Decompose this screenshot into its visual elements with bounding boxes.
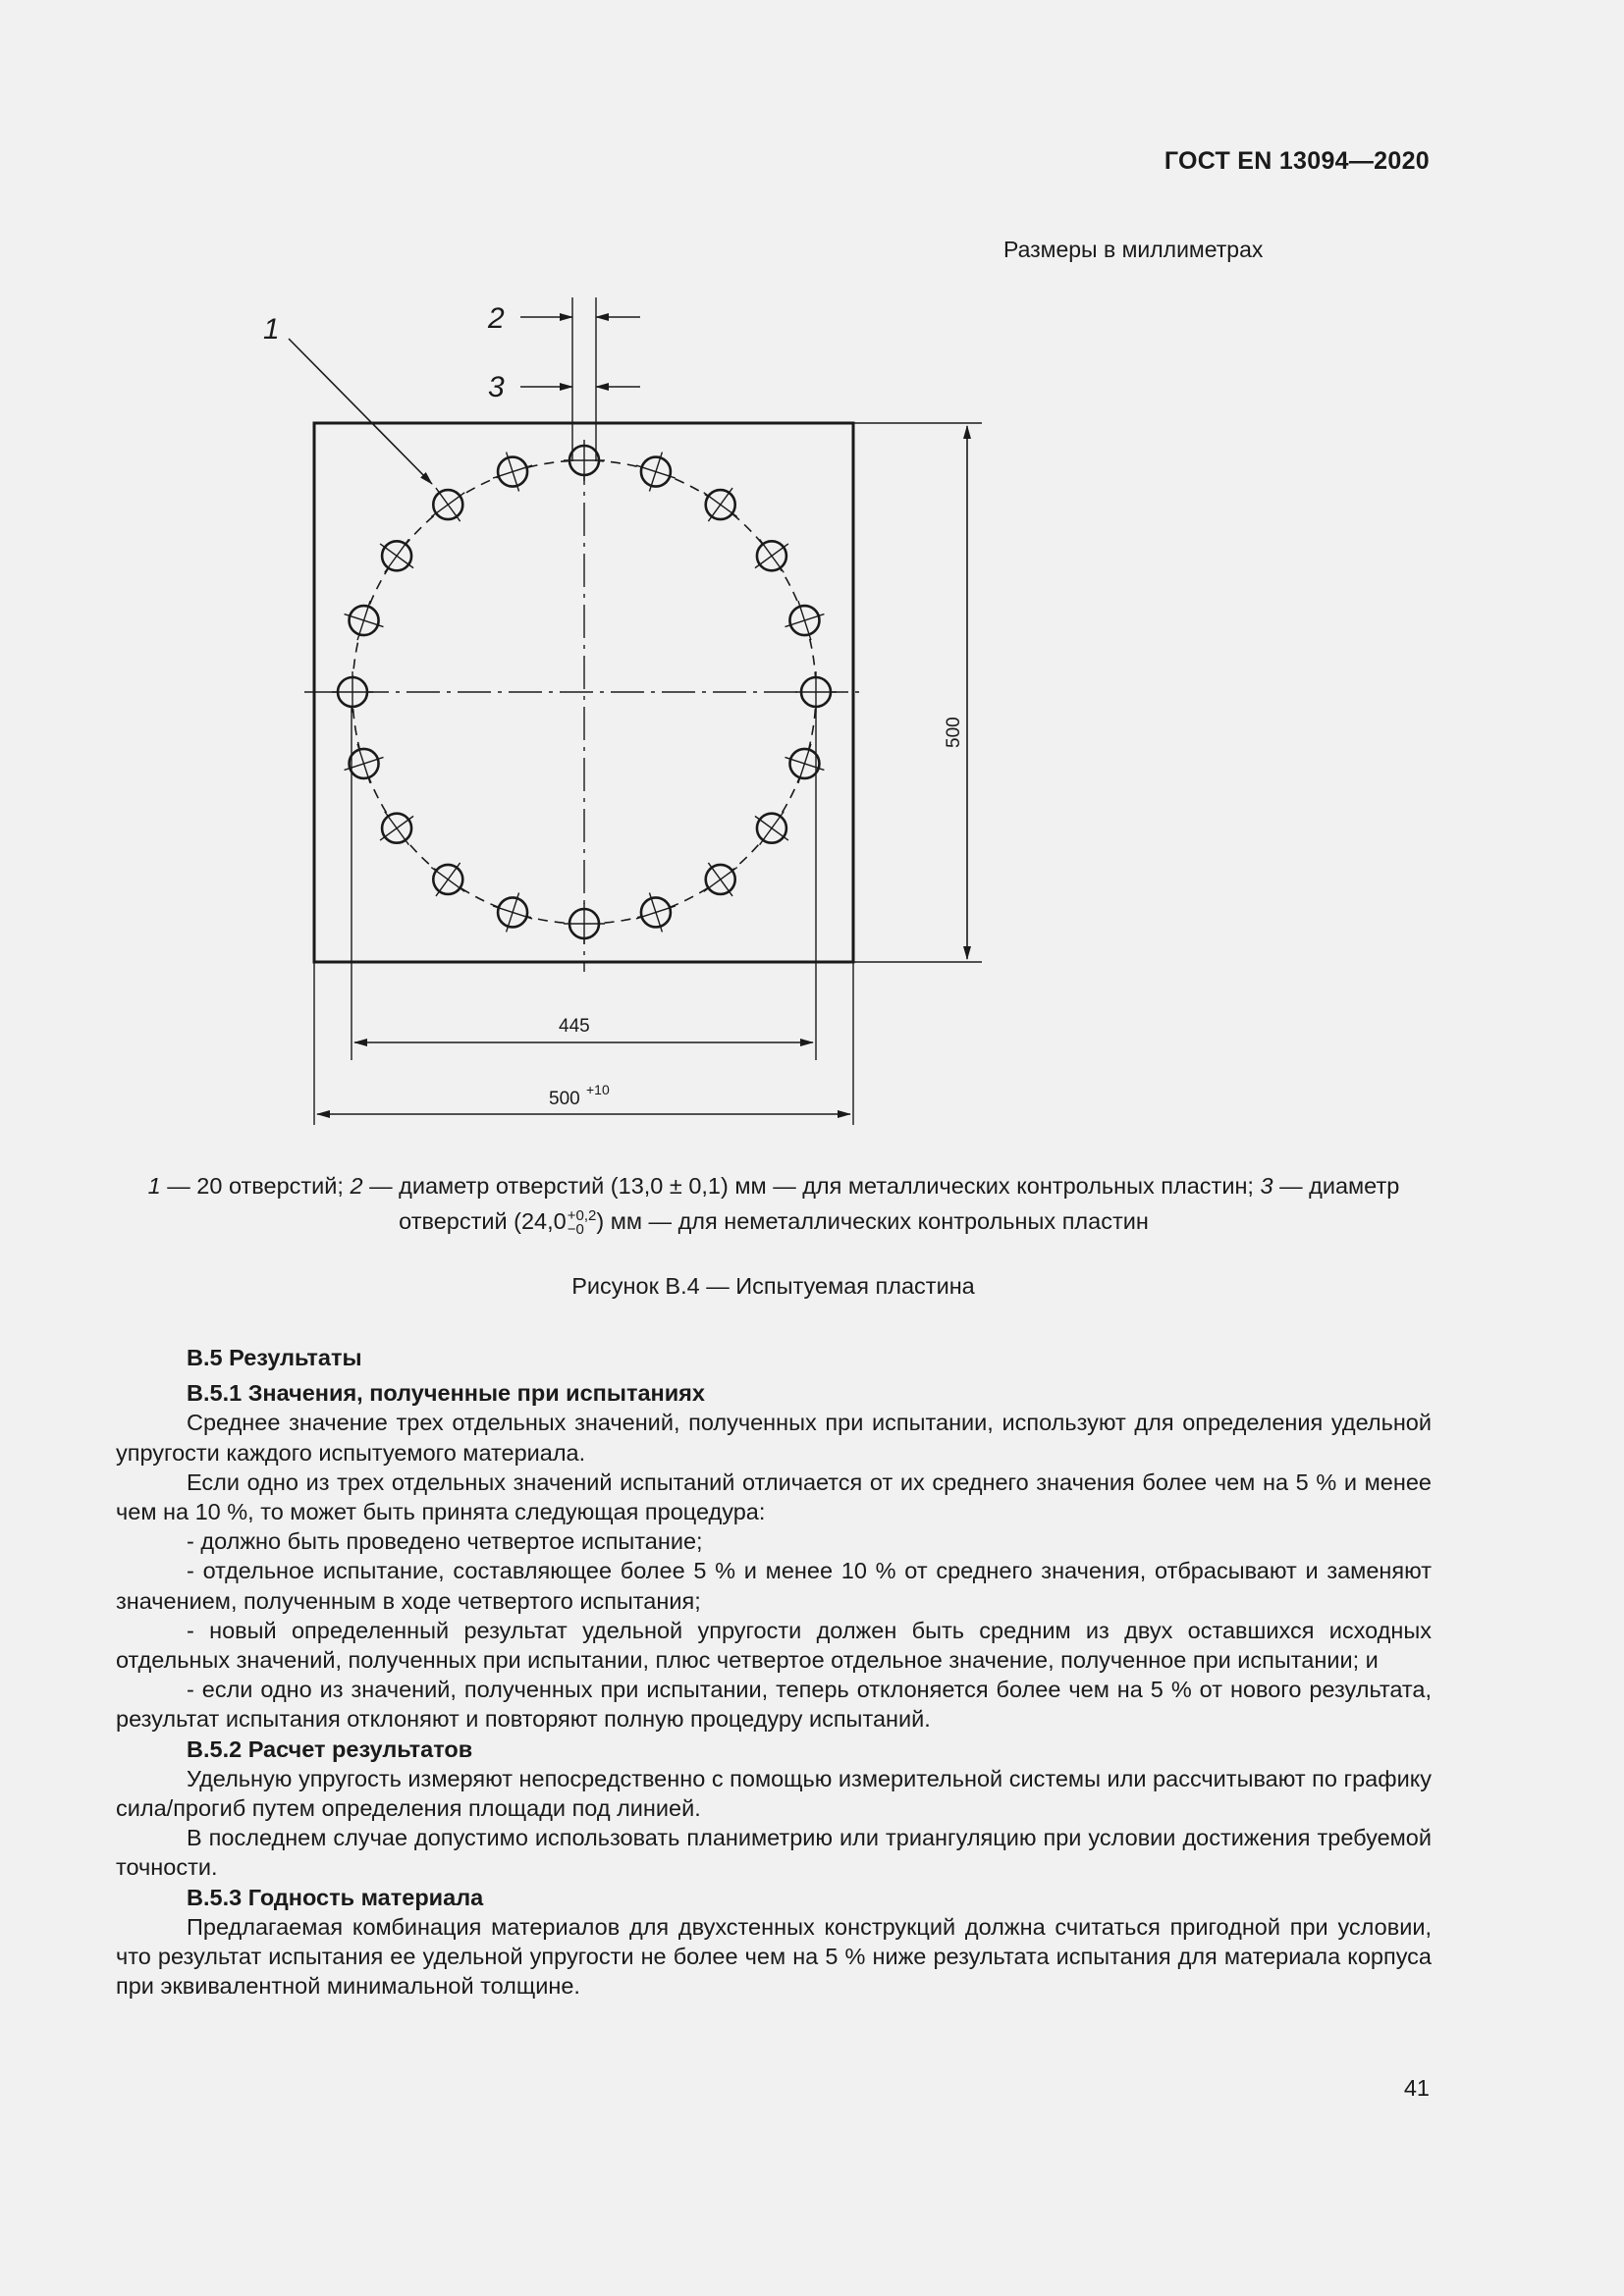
legend-text-4-pre: отверстий (24,0 xyxy=(399,1208,567,1234)
callout-1-leader xyxy=(289,339,432,484)
units-note: Размеры в миллиметрах xyxy=(1003,237,1264,262)
outer-width-tolerance: +10 xyxy=(586,1082,610,1097)
hole xyxy=(564,903,605,944)
hole xyxy=(755,539,788,572)
page-number: 41 xyxy=(1403,2075,1430,2101)
legend-text-3: — диаметр xyxy=(1272,1173,1400,1199)
legend-num-2: 2 xyxy=(350,1173,363,1199)
paragraph: В последнем случае допустимо использовать планиметрию или триангуляцию при условии достижения требуемой точности. xyxy=(116,1825,1432,1881)
tolerance-upper: +0,2 xyxy=(567,1206,597,1224)
hole xyxy=(431,488,464,521)
inner-width-label: 445 xyxy=(559,1016,590,1037)
document-number: ГОСТ EN 13094—2020 xyxy=(1164,147,1430,175)
hole xyxy=(795,671,837,713)
hole xyxy=(564,440,605,481)
hole xyxy=(380,812,413,845)
section-heading-b51: В.5.1 Значения, полученные при испытаниях xyxy=(187,1380,705,1407)
hole xyxy=(636,453,676,492)
legend-num-1: 1 xyxy=(147,1173,161,1199)
hole xyxy=(785,601,824,640)
callout-1: 1 xyxy=(263,313,280,346)
paragraph: Предлагаемая комбинация материалов для двухстенных конструкций должна считаться пригодной при условии, что результат испытания ее удельной упругости не более чем на 5 % ниже результата испытания для материала корпуса при эквивалентной минимальной толщине. xyxy=(116,1913,1432,2000)
hole xyxy=(493,453,532,492)
tolerance-stack xyxy=(567,1206,597,1238)
list-item: - новый определенный результат удельной упругости должен быть средним из двух оставшихся исходных отдельных значений, полученных при испытании, плюс четвертое отдельное значение, полученное при испытании; и xyxy=(116,1617,1432,1674)
paragraph: Удельную упругость измеряют непосредственно с помощью измерительной системы или рассчитывают по графику сила/прогиб путем определения площади под линией. xyxy=(116,1765,1432,1822)
outer-width-label: 500 xyxy=(549,1089,580,1109)
hole xyxy=(785,744,824,783)
callout-2: 2 xyxy=(488,302,505,335)
hole xyxy=(704,488,737,521)
hole xyxy=(431,863,464,896)
hole xyxy=(636,892,676,932)
section-heading-b52: В.5.2 Расчет результатов xyxy=(187,1735,473,1762)
figure-caption: Рисунок В.4 — Испытуемая пластина xyxy=(571,1273,975,1299)
hole xyxy=(493,892,532,932)
hole xyxy=(345,601,384,640)
callout-3: 3 xyxy=(488,371,505,403)
list-item: - отдельное испытание, составляющее более 5 % и менее 10 % от среднего значения, отбрасывают и заменяют значением, полученным в ходе четвертого испытания; xyxy=(116,1558,1432,1614)
hole xyxy=(345,744,384,783)
figure-legend xyxy=(116,1168,1432,1239)
paragraph: Если одно из трех отдельных значений испытаний отличается от их среднего значения более чем на 5 % и менее чем на 10 %, то может быть принята следующая процедура: xyxy=(116,1468,1432,1525)
tolerance-lower: −0 xyxy=(567,1220,584,1238)
legend-text-4-post: ) мм — для неметаллических контрольных пластин xyxy=(596,1208,1149,1234)
height-dimension-label: 500 xyxy=(944,717,964,748)
section-heading-b5: В.5 Результаты xyxy=(187,1345,362,1370)
hole xyxy=(380,539,413,572)
list-item: - должно быть проведено четвертое испытание; xyxy=(187,1528,703,1555)
section-body xyxy=(116,1343,1432,2001)
legend-text-2: — диаметр отверстий (13,0 ± 0,1) мм — для металлических контрольных пластин; xyxy=(362,1173,1261,1199)
hole xyxy=(332,671,373,713)
paragraph: Среднее значение трех отдельных значений, полученных при испытании, используют для определения удельной упругости каждого испытуемого материала. xyxy=(116,1410,1432,1466)
section-heading-b53: В.5.3 Годность материала xyxy=(187,1884,484,1910)
list-item: - если одно из значений, полученных при испытании, теперь отклоняется более чем на 5 % от нового результата, результат испытания отклоняют и повторяют полную процедуру испытаний. xyxy=(116,1677,1432,1733)
legend-text-1: — 20 отверстий; xyxy=(160,1173,351,1199)
hole xyxy=(755,812,788,845)
hole xyxy=(704,863,737,896)
legend-num-3: 3 xyxy=(1260,1173,1273,1199)
